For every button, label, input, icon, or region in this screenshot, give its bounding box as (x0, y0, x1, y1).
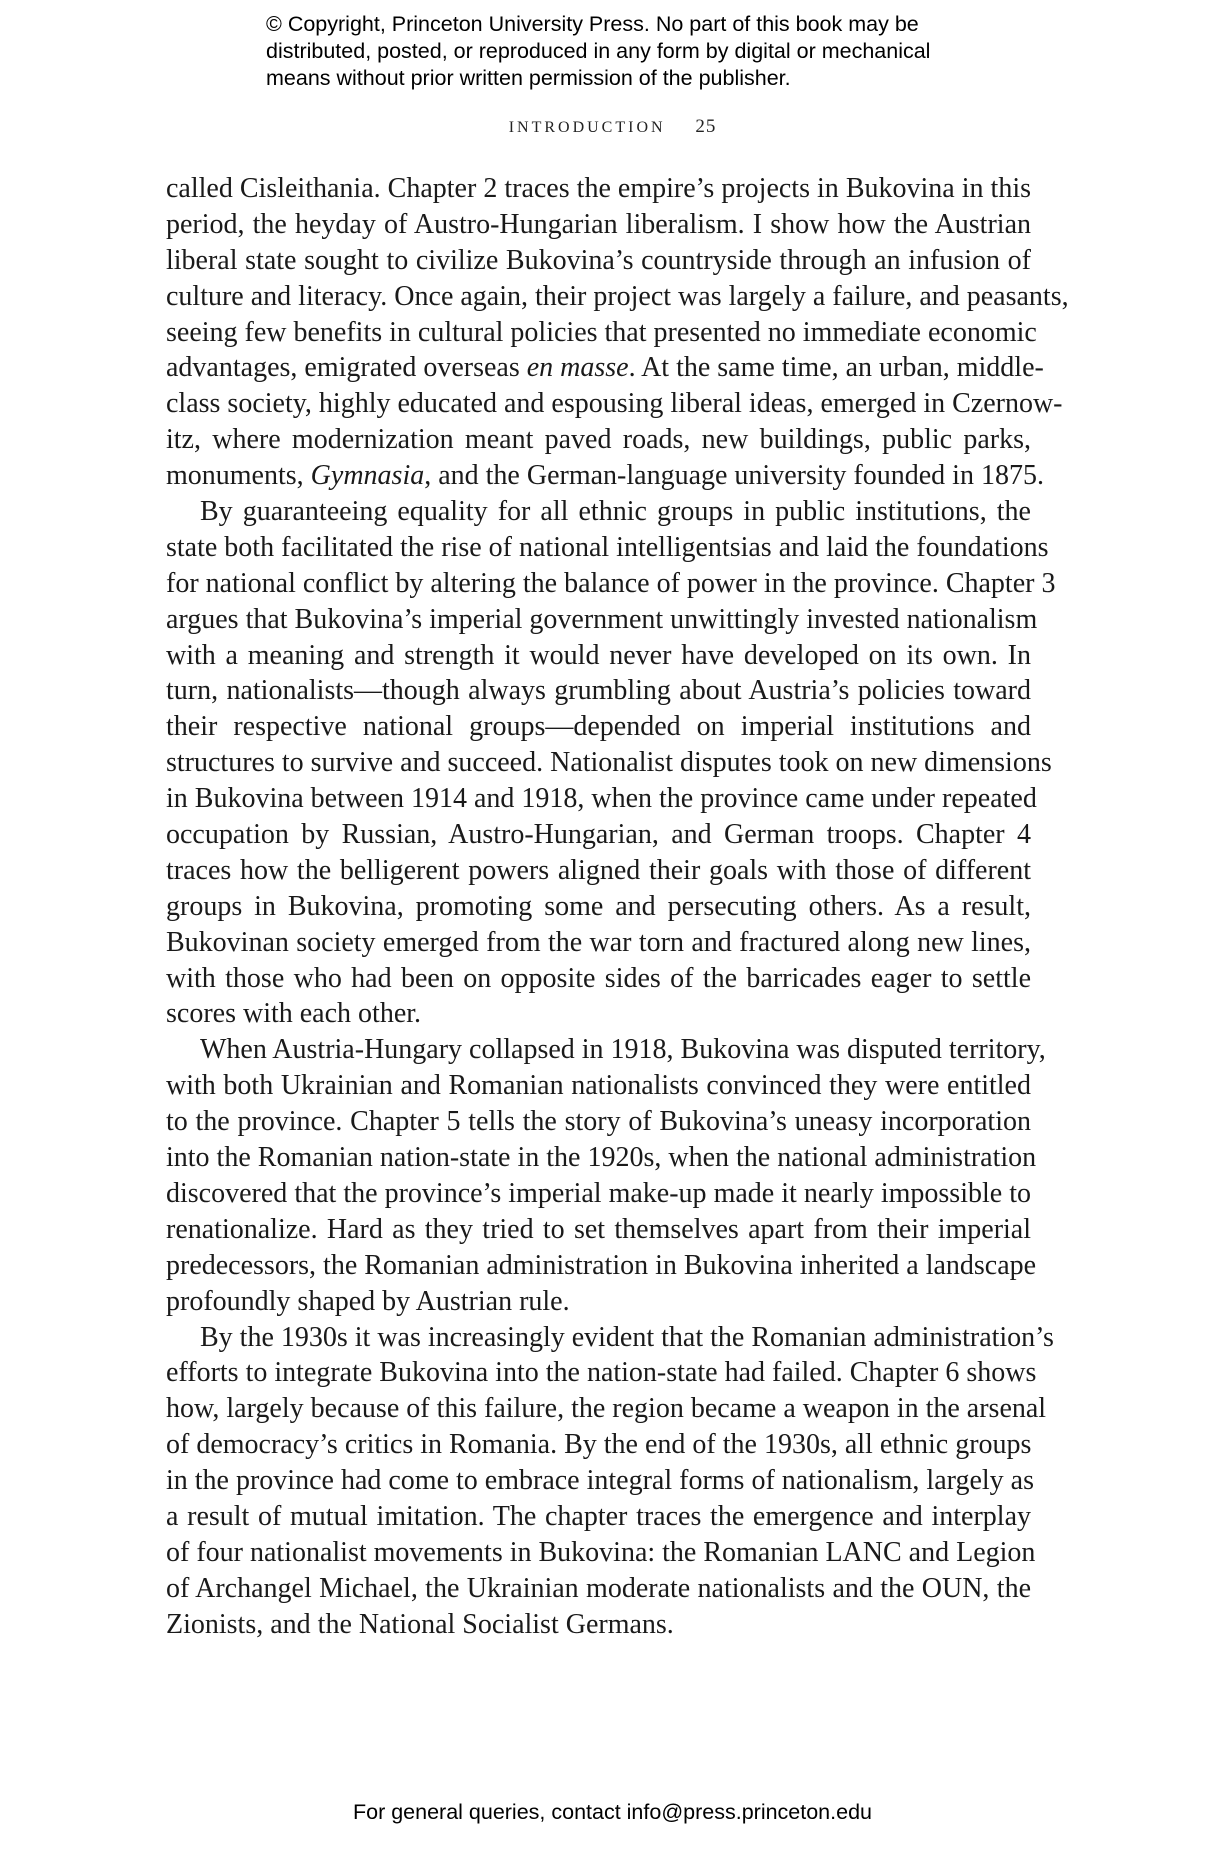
text-line: By guaranteeing equality for all ethnic groups in public institutions, the (200, 496, 1031, 528)
text-line: in the province had come to embrace integral forms of nationalism, largely as (166, 1465, 1034, 1497)
text-line: into the Romanian nation-state in the 1920s, when the national administration (166, 1142, 1037, 1174)
text-line: called Cisleithania. Chapter 2 traces the empire’s projects in Bukovina in this (166, 173, 1031, 204)
text-line: liberal state sought to civilize Bukovina’s countryside through an infusion of (166, 244, 1031, 276)
text-line: how, largely because of this failure, the region became a weapon in the arsenal (166, 1393, 1047, 1425)
text-line: of democracy’s critics in Romania. By the end of the 1930s, all ethnic groups (166, 1429, 1032, 1461)
text-line: occupation by Russian, Austro-Hungarian, and German troops. Chapter 4 (166, 819, 1031, 851)
text-line: renationalize. Hard as they tried to set themselves apart from their imperial (166, 1213, 1031, 1245)
running-head (0, 116, 1225, 138)
text-line: Zionists, and the National Socialist Germans. (166, 1608, 674, 1640)
footer-contact: For general queries, contact info@press.princeton.edu (352, 1800, 872, 1824)
text-line: a result of mutual imitation. The chapter traces the emergence and interplay (166, 1500, 1031, 1532)
text-line: state both facilitated the rise of national intelligentsias and laid the foundations (166, 531, 1049, 563)
text-line: class society, highly educated and espousing liberal ideas, emerged in Czernow- (166, 388, 1063, 420)
text-line: profoundly shaped by Austrian rule. (166, 1285, 570, 1317)
text-line: By the 1930s it was increasingly evident that the Romanian administration’s (200, 1321, 1054, 1353)
text-line: with those who had been on opposite sides of the barricades eager to settle (166, 962, 1031, 994)
text-line: groups in Bukovina, promoting some and persecuting others. As a result, (166, 890, 1031, 922)
text-line: with both Ukrainian and Romanian nationalists convinced they were entitled (166, 1070, 1031, 1102)
text-line: scores with each other. (166, 998, 422, 1030)
text-line: traces how the belligerent powers aligned their goals with those of different (166, 854, 1031, 886)
text-line: their respective national groups—depended on imperial institutions and (166, 711, 1031, 743)
paragraph (166, 171, 1069, 494)
text-line: in Bukovina between 1914 and 1918, when the province came under repeated (166, 783, 1037, 815)
paragraph (166, 1032, 1046, 1319)
running-head-title: INTRODUCTION (508, 119, 666, 136)
text-line: advantages, emigrated overseas en masse. At the same time, an urban, middle- (166, 352, 1044, 384)
copyright-notice (266, 11, 1026, 92)
text-line: to the province. Chapter 5 tells the story of Bukovina’s uneasy incorporation (166, 1106, 1031, 1138)
text-line: of Archangel Michael, the Ukrainian moderate nationalists and the OUN, the (166, 1572, 1031, 1604)
page-number: 25 (695, 116, 717, 137)
paragraph (166, 1320, 1054, 1643)
text-line: seeing few benefits in cultural policies that presented no immediate economic (166, 316, 1037, 348)
text-line: Bukovinan society emerged from the war torn and fractured along new lines, (166, 926, 1031, 958)
body-text (166, 171, 1069, 1643)
text-line: for national conflict by altering the balance of power in the province. Chapter 3 (166, 567, 1056, 599)
text-line: with a meaning and strength it would never have developed on its own. In (166, 639, 1031, 671)
copyright-line: distributed, posted, or reproduced in any form by digital or mechanical (266, 39, 931, 63)
text-line: argues that Bukovina’s imperial government unwittingly invested nationalism (166, 603, 1038, 635)
text-line: efforts to integrate Bukovina into the nation-state had failed. Chapter 6 shows (166, 1357, 1037, 1389)
text-line: period, the heyday of Austro-Hungarian liberalism. I show how the Austrian (166, 208, 1031, 240)
text-line: discovered that the province’s imperial make-up made it nearly impossible to (166, 1177, 1031, 1209)
copyright-line: © Copyright, Princeton University Press. No part of this book may be (266, 12, 919, 36)
copyright-line: means without prior written permission of the publisher. (266, 66, 791, 90)
text-line: monuments, Gymnasia, and the German-language university founded in 1875. (166, 460, 1044, 492)
text-line: turn, nationalists—though always grumbling about Austria’s policies toward (166, 675, 1031, 707)
text-line: When Austria-Hungary collapsed in 1918, Bukovina was disputed territory, (200, 1034, 1046, 1066)
text-line: predecessors, the Romanian administration in Bukovina inherited a landscape (166, 1249, 1037, 1281)
text-line: itz, where modernization meant paved roads, new buildings, public parks, (166, 424, 1031, 456)
text-line: of four nationalist movements in Bukovina: the Romanian LANC and Legion (166, 1536, 1036, 1568)
text-line: structures to survive and succeed. Nationalist disputes took on new dimensions (166, 747, 1052, 779)
text-line: culture and literacy. Once again, their project was largely a failure, and peasants, (166, 280, 1069, 312)
paragraph (166, 494, 1056, 1032)
